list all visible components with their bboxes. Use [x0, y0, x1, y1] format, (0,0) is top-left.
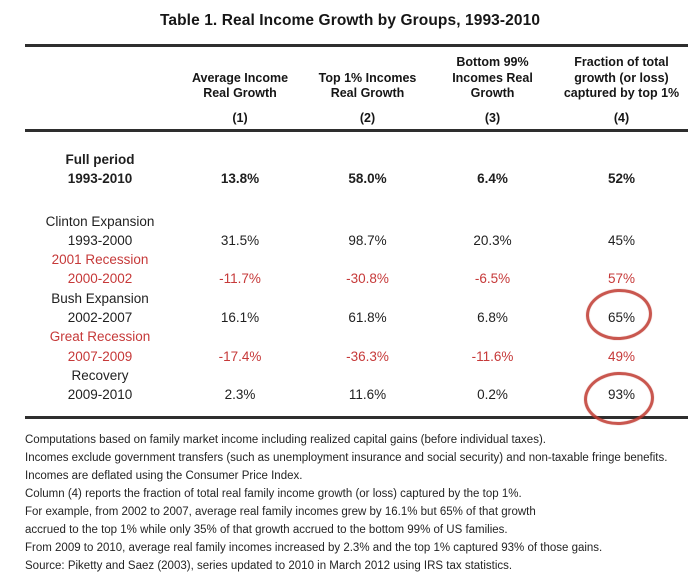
cell-value: -6.5% [474, 271, 511, 287]
cell-value: -11.6% [471, 348, 514, 364]
header-line: Average Income [191, 70, 289, 85]
top-rule-divider [25, 44, 688, 47]
cell-value: 61.8% [348, 310, 387, 326]
cell-value: 0.2% [477, 387, 508, 403]
row-period-years: 2007-2009 [67, 348, 133, 364]
footnote-line: Incomes exclude government transfers (such as unemployment insurance and social security) and non-taxable fringe benefits. [25, 452, 668, 464]
header-line: Fraction of total [574, 55, 669, 69]
column-headers [25, 55, 688, 126]
row-label [25, 250, 175, 289]
bottom-rule-divider [25, 416, 688, 419]
cell-value: 31.5% [220, 232, 260, 248]
cell-value: 52% [607, 171, 636, 187]
column-header-fraction-top1pct [555, 55, 688, 126]
row-label [25, 289, 175, 328]
row-label [25, 327, 175, 366]
cell-value: 11.6% [348, 387, 387, 403]
column-header-bottom99pct [430, 55, 555, 126]
footnote-line: Incomes are deflated using the Consumer Price Index. [25, 470, 303, 482]
row-period-name: Great Recession [49, 329, 151, 345]
row-period-years: 1993-2010 [67, 171, 133, 187]
row-period-name: Bush Expansion [51, 290, 149, 306]
footnote-line: For example, from 2002 to 2007, average real family incomes grew by 16.1% but 65% of that growth [25, 506, 536, 518]
cell-value: 16.1% [220, 310, 260, 326]
row-label [25, 212, 175, 251]
cell-value: -11.7% [219, 271, 261, 287]
table-row-great-recession [25, 327, 688, 366]
cell-value: 58.0% [348, 171, 387, 187]
table-row-clinton-expansion [25, 212, 688, 251]
cell-value: -17.4% [218, 348, 262, 364]
column-header-text [555, 55, 688, 102]
cell-value: -30.8% [346, 271, 389, 287]
column-number: (1) [232, 110, 248, 125]
row-label [25, 366, 175, 405]
footnote-line: From 2009 to 2010, average real family incomes increased by 2.3% and the top 1% captured 93% of those gains. [25, 542, 603, 554]
table-body [25, 150, 688, 405]
cell-value: 6.4% [477, 171, 508, 187]
row-period-years: 1993-2000 [67, 232, 133, 248]
header-line: Bottom 99% [456, 55, 529, 69]
table-row-2001-recession [25, 250, 688, 289]
row-period-years: 2000-2002 [67, 271, 133, 287]
header-line: captured by top 1% [563, 86, 680, 100]
column-number: (2) [359, 110, 376, 125]
table-title: Table 1. Real Income Growth by Groups, 1993-2010 [159, 12, 541, 29]
header-line: Top 1% Incomes [318, 70, 417, 85]
cell-value: 2.3% [224, 387, 256, 403]
row-period-years: 2009-2010 [67, 387, 133, 403]
column-header-top1pct [305, 55, 430, 126]
header-line: Incomes Real [452, 70, 533, 85]
header-line: Real Growth [330, 86, 405, 100]
row-period-years: 2002-2007 [67, 310, 133, 326]
footnote-line: Column (4) reports the fraction of total real family income growth (or loss) captured by the top 1%. [25, 488, 522, 500]
cell-value: 65% [607, 310, 636, 326]
header-line: Real Growth [203, 86, 277, 100]
footnote-line: accrued to the top 1% while only 35% of that growth accrued to the bottom 99% of US families. [25, 524, 508, 536]
row-period-name: Clinton Expansion [45, 213, 155, 229]
column-header-text [305, 71, 430, 102]
row-label-column-header [25, 55, 175, 126]
column-header-text [430, 55, 555, 102]
cell-value: -36.3% [346, 348, 389, 364]
footnote-line: Source: Piketty and Saez (2003), series updated to 2010 in March 2012 using IRS tax statistics. [25, 560, 513, 572]
table-footnotes [25, 431, 688, 575]
column-number: (3) [484, 110, 501, 125]
cell-value: 57% [607, 271, 636, 287]
cell-value: 93% [607, 387, 636, 403]
cell-value: 49% [607, 348, 636, 364]
cell-value: 13.8% [220, 171, 260, 187]
cell-value: 45% [607, 232, 636, 248]
header-line: Growth [470, 86, 515, 100]
row-period-name: 2001 Recession [51, 252, 149, 268]
header-rule-divider [25, 129, 688, 132]
footnote-line: Computations based on family market income including realized capital gains (before individual taxes). [25, 434, 546, 446]
header-line: growth (or loss) [574, 70, 669, 85]
row-period-name: Recovery [71, 367, 129, 383]
column-number: (4) [613, 110, 630, 125]
cell-value: 6.8% [477, 310, 508, 326]
table-row-full-period [25, 150, 688, 189]
cell-value: 98.7% [348, 232, 387, 248]
cell-value: 20.3% [473, 232, 512, 248]
column-header-text [175, 71, 305, 102]
row-period-name: Full period [65, 152, 135, 167]
row-label [25, 150, 175, 189]
column-header-avg-income [175, 55, 305, 126]
